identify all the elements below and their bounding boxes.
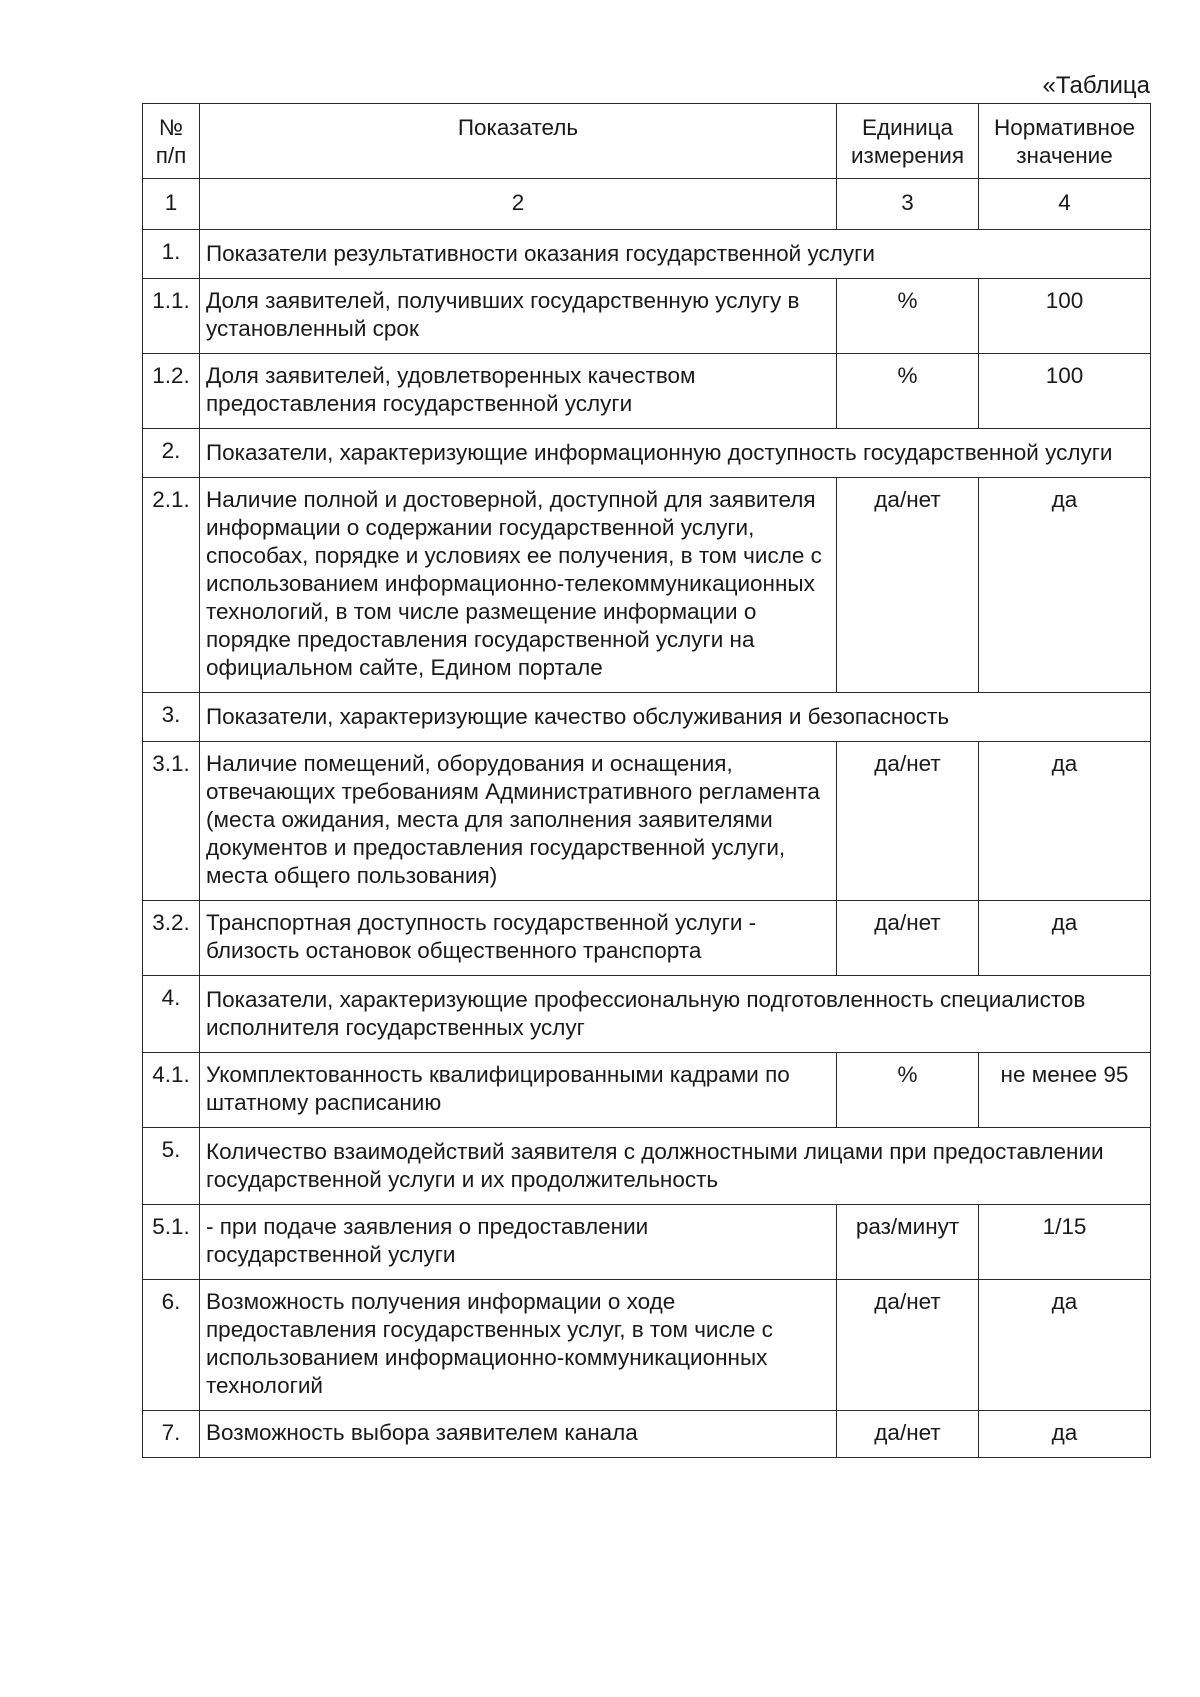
column-number-4: 4 bbox=[979, 179, 1151, 230]
row-number: 5. bbox=[143, 1128, 200, 1205]
column-number-row bbox=[143, 179, 1151, 230]
header-row bbox=[143, 104, 1151, 179]
row-number: 3. bbox=[143, 693, 200, 742]
indicator-value: 100 bbox=[979, 279, 1151, 354]
section-title: Показатели, характеризующие информационную доступность государственной услуги bbox=[200, 429, 1151, 478]
indicator-unit: % bbox=[837, 354, 979, 429]
indicator-unit: раз/минут bbox=[837, 1205, 979, 1280]
indicator-name: Возможность получения информации о ходе предоставления государственных услуг, в том числе с использованием информационно-коммуникационных технологий bbox=[200, 1280, 837, 1411]
indicators-table bbox=[142, 103, 1151, 1458]
row-number: 7. bbox=[143, 1411, 200, 1458]
indicator-unit: да/нет bbox=[837, 478, 979, 693]
indicator-name: Возможность выбора заявителем канала bbox=[200, 1411, 837, 1458]
indicator-unit: да/нет bbox=[837, 742, 979, 901]
table-row bbox=[143, 1205, 1151, 1280]
table-row bbox=[143, 1411, 1151, 1458]
row-number: 1.1. bbox=[143, 279, 200, 354]
row-number: 5.1. bbox=[143, 1205, 200, 1280]
column-number-1: 1 bbox=[143, 179, 200, 230]
section-row bbox=[143, 693, 1151, 742]
indicator-unit: % bbox=[837, 1053, 979, 1128]
indicator-unit: да/нет bbox=[837, 1411, 979, 1458]
table-row bbox=[143, 901, 1151, 976]
row-number: 4. bbox=[143, 976, 200, 1053]
indicator-value: да bbox=[979, 478, 1151, 693]
section-title: Показатели, характеризующие качество обслуживания и безопасность bbox=[200, 693, 1151, 742]
table-row bbox=[143, 1280, 1151, 1411]
row-number: 4.1. bbox=[143, 1053, 200, 1128]
table-row bbox=[143, 742, 1151, 901]
indicator-value: да bbox=[979, 1411, 1151, 1458]
section-row bbox=[143, 429, 1151, 478]
column-number-3: 3 bbox=[837, 179, 979, 230]
row-number: 2. bbox=[143, 429, 200, 478]
row-number: 6. bbox=[143, 1280, 200, 1411]
indicators-table-body bbox=[143, 104, 1151, 1458]
header-unit: Единица измерения bbox=[837, 104, 979, 179]
indicator-unit: да/нет bbox=[837, 901, 979, 976]
indicator-value: не менее 95 bbox=[979, 1053, 1151, 1128]
row-number: 2.1. bbox=[143, 478, 200, 693]
header-value: Нормативное значение bbox=[979, 104, 1151, 179]
section-row bbox=[143, 1128, 1151, 1205]
section-title: Количество взаимодействий заявителя с должностными лицами при предоставлении государственной услуги и их продолжительность bbox=[200, 1128, 1151, 1205]
section-title: Показатели результативности оказания государственной услуги bbox=[200, 230, 1151, 279]
column-number-2: 2 bbox=[200, 179, 837, 230]
indicator-value: 1/15 bbox=[979, 1205, 1151, 1280]
row-number: 1. bbox=[143, 230, 200, 279]
indicator-unit: % bbox=[837, 279, 979, 354]
indicator-value: да bbox=[979, 742, 1151, 901]
indicator-value: 100 bbox=[979, 354, 1151, 429]
indicator-name: - при подаче заявления о предоставлении государственной услуги bbox=[200, 1205, 837, 1280]
indicator-name: Доля заявителей, удовлетворенных качеством предоставления государственной услуги bbox=[200, 354, 837, 429]
table-row bbox=[143, 1053, 1151, 1128]
table-row bbox=[143, 478, 1151, 693]
indicator-name: Наличие полной и достоверной, доступной для заявителя информации о содержании государственной услуги, способах, порядке и условиях ее получения, в том числе с использованием информационно-телекоммуникационных технологий, в том числе размещение информации о порядке предоставления государственной услуги на официальном сайте, Едином портале bbox=[200, 478, 837, 693]
table-row bbox=[143, 279, 1151, 354]
row-number: 3.2. bbox=[143, 901, 200, 976]
row-number: 1.2. bbox=[143, 354, 200, 429]
row-number: 3.1. bbox=[143, 742, 200, 901]
header-name: Показатель bbox=[200, 104, 837, 179]
indicator-value: да bbox=[979, 1280, 1151, 1411]
indicator-name: Доля заявителей, получивших государственную услугу в установленный срок bbox=[200, 279, 837, 354]
indicator-name: Транспортная доступность государственной услуги - близость остановок общественного транспорта bbox=[200, 901, 837, 976]
indicator-unit: да/нет bbox=[837, 1280, 979, 1411]
indicator-name: Наличие помещений, оборудования и оснащения, отвечающих требованиям Административного регламента (места ожидания, места для заполнения заявителями документов и предоставления государственной услуги, места общего пользования) bbox=[200, 742, 837, 901]
section-row bbox=[143, 230, 1151, 279]
section-title: Показатели, характеризующие профессиональную подготовленность специалистов исполнителя государственных услуг bbox=[200, 976, 1151, 1053]
table-caption: «Таблица bbox=[1042, 72, 1150, 99]
section-row bbox=[143, 976, 1151, 1053]
header-num: № п/п bbox=[143, 104, 200, 179]
indicator-name: Укомплектованность квалифицированными кадрами по штатному расписанию bbox=[200, 1053, 837, 1128]
indicator-value: да bbox=[979, 901, 1151, 976]
table-row bbox=[143, 354, 1151, 429]
